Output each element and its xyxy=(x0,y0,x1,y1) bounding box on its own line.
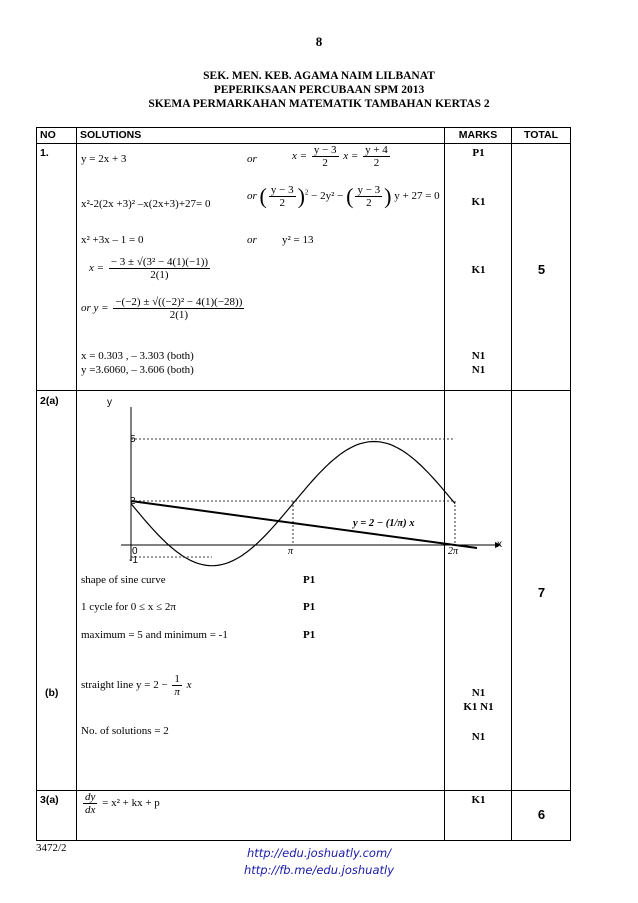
q1-answer-x: x = 0.303 , – 3.303 (both) xyxy=(81,350,194,362)
exam-title: PEPERIKSAAN PERCUBAAN SPM 2013 xyxy=(213,84,425,96)
q1-mark-2: K1 xyxy=(471,196,486,208)
q1-quad-y-prefix: or y = xyxy=(81,302,109,315)
q2b-line-prefix: straight line y = 2 − xyxy=(81,679,168,692)
q2b-line-suffix: x xyxy=(186,679,192,692)
q1-eq-a: y = 2x + 3 xyxy=(81,153,127,165)
page-number: 8 xyxy=(315,34,323,49)
q2b-mark-1: N1 xyxy=(471,687,486,699)
q1-quad-y xyxy=(81,296,246,321)
q1-mark-3: K1 xyxy=(471,264,486,276)
q1-x-eq: x = xyxy=(292,150,308,163)
tick-pi: π xyxy=(288,546,294,557)
q2-criterion-3: maximum = 5 and minimum = -1 xyxy=(81,629,228,641)
tick-neg1: -1 xyxy=(129,555,138,566)
q1-eq-b3: y + 27 = 0 xyxy=(394,190,440,203)
link-edu-joshuatly[interactable]: http://edu.joshuatly.com/ xyxy=(246,846,392,860)
school-name: SEK. MEN. KEB. AGAMA NAIM LILBANAT xyxy=(203,70,435,82)
q1-frac3-den: 2 xyxy=(279,197,285,210)
q2b-line-num: 1 xyxy=(174,673,180,685)
x-axis-label: x xyxy=(497,539,502,550)
q1-mark-5: N1 xyxy=(471,364,486,376)
q1-mark-1: P1 xyxy=(472,147,485,159)
q1-eq-b2: − 2y² − xyxy=(311,190,344,203)
q1-or-1: or xyxy=(247,153,257,165)
q1-eq-b-alt: or ( $\frac{y - 3}{2}$ )$^2$ − 2y² − ( $\frac{y - 3}{2}$ ) y + 27 = 0 xyxy=(247,183,440,210)
q3a-mark: K1 xyxy=(471,794,486,806)
straight-line-label: y = 2 − (1/π) x xyxy=(353,518,415,529)
q1-eq-c2: y² = 13 xyxy=(282,234,314,246)
q1-or-2: or xyxy=(247,190,257,203)
q2-marks xyxy=(445,391,511,790)
q1-quad-x-num: − 3 ± √(3² − 4(1)(−1)) xyxy=(110,256,209,268)
q1-frac1-num: y − 3 xyxy=(313,144,337,156)
q2-total: 7 xyxy=(537,585,546,600)
q1-answer-y: y =3.6060, – 3.606 (both) xyxy=(81,364,194,376)
q3a-deriv-num: dy xyxy=(85,791,96,803)
q2-criterion-2: 1 cycle for 0 ≤ x ≤ 2π xyxy=(81,601,176,613)
q1-quad-x xyxy=(89,256,212,281)
paper-code: 3472/2 xyxy=(36,842,67,854)
q2b-number: (b) xyxy=(45,687,59,699)
tick-2pi: 2π xyxy=(448,546,459,557)
q2b-line-den: π xyxy=(174,686,180,699)
q2b-no-of-solutions: No. of solutions = 2 xyxy=(81,725,169,737)
tick-2: 2 xyxy=(130,496,136,507)
q1-frac1-den: 2 xyxy=(322,157,328,170)
q1-or-3: or xyxy=(247,234,257,246)
header-marks: MARKS xyxy=(458,129,498,141)
q1-frac2-den: 2 xyxy=(373,157,380,170)
q1-quad-y-den: 2(1) xyxy=(169,309,189,322)
q1-frac4-num: y − 3 xyxy=(357,184,381,196)
q2b-straight-line xyxy=(81,673,192,698)
q1-frac4-den: 2 xyxy=(366,197,372,210)
scheme-title: SKEMA PERMARKAHAN MATEMATIK TAMBAHAN KERTAS 2 xyxy=(148,98,490,110)
q1-eq-b: x²-2(2x +3)² –x(2x+3)+27= 0 xyxy=(81,198,211,210)
q2-graph xyxy=(77,391,502,571)
q3-total: 6 xyxy=(537,807,546,822)
straight-line xyxy=(131,501,477,548)
q3a-number: 3(a) xyxy=(40,794,59,806)
q1-x-fractions xyxy=(292,144,392,169)
q2-criterion-2-mark: P1 xyxy=(303,601,316,613)
q1-solution xyxy=(77,144,444,390)
q1-quad-x-den: 2(1) xyxy=(150,269,169,282)
y-axis-label: y xyxy=(107,397,112,408)
q1-frac2-num: y + 4 xyxy=(365,144,388,156)
q2a-number: 2(a) xyxy=(40,395,59,407)
q1-quad-x-prefix: x = xyxy=(89,262,105,275)
q2-criterion-1-mark: P1 xyxy=(303,574,316,586)
q3a-deriv-rhs: = x² + kx + p xyxy=(102,797,160,810)
header-solutions: SOLUTIONS xyxy=(80,129,142,141)
q1-number: 1. xyxy=(40,147,49,159)
q1-frac3-num: y − 3 xyxy=(270,184,294,196)
q1-quad-y-num: −(−2) ± √((−2)² − 4(1)(−28)) xyxy=(115,296,243,308)
q3a-deriv-den: dx xyxy=(85,804,96,817)
q2-criterion-3-mark: P1 xyxy=(303,629,316,641)
tick-5: 5 xyxy=(130,434,136,445)
header-no: NO xyxy=(40,129,56,141)
q1-eq-c: x² +3x – 1 = 0 xyxy=(81,234,144,246)
q1-x-eq-2: x = xyxy=(343,150,359,163)
q2b-mark-2: K1 N1 xyxy=(463,701,494,713)
q1-marks xyxy=(445,144,511,390)
q1-mark-4: N1 xyxy=(471,350,486,362)
link-fb-joshuatly[interactable]: http://fb.me/edu.joshuatly xyxy=(243,863,395,877)
header-total: TOTAL xyxy=(523,129,559,141)
q3a-derivative xyxy=(81,791,160,816)
q2-criterion-1: shape of sine curve xyxy=(81,574,166,586)
q1-total: 5 xyxy=(537,262,546,277)
marking-scheme-table xyxy=(36,127,571,841)
tick-0: 0 xyxy=(132,546,138,557)
q2b-mark-3: N1 xyxy=(471,731,486,743)
